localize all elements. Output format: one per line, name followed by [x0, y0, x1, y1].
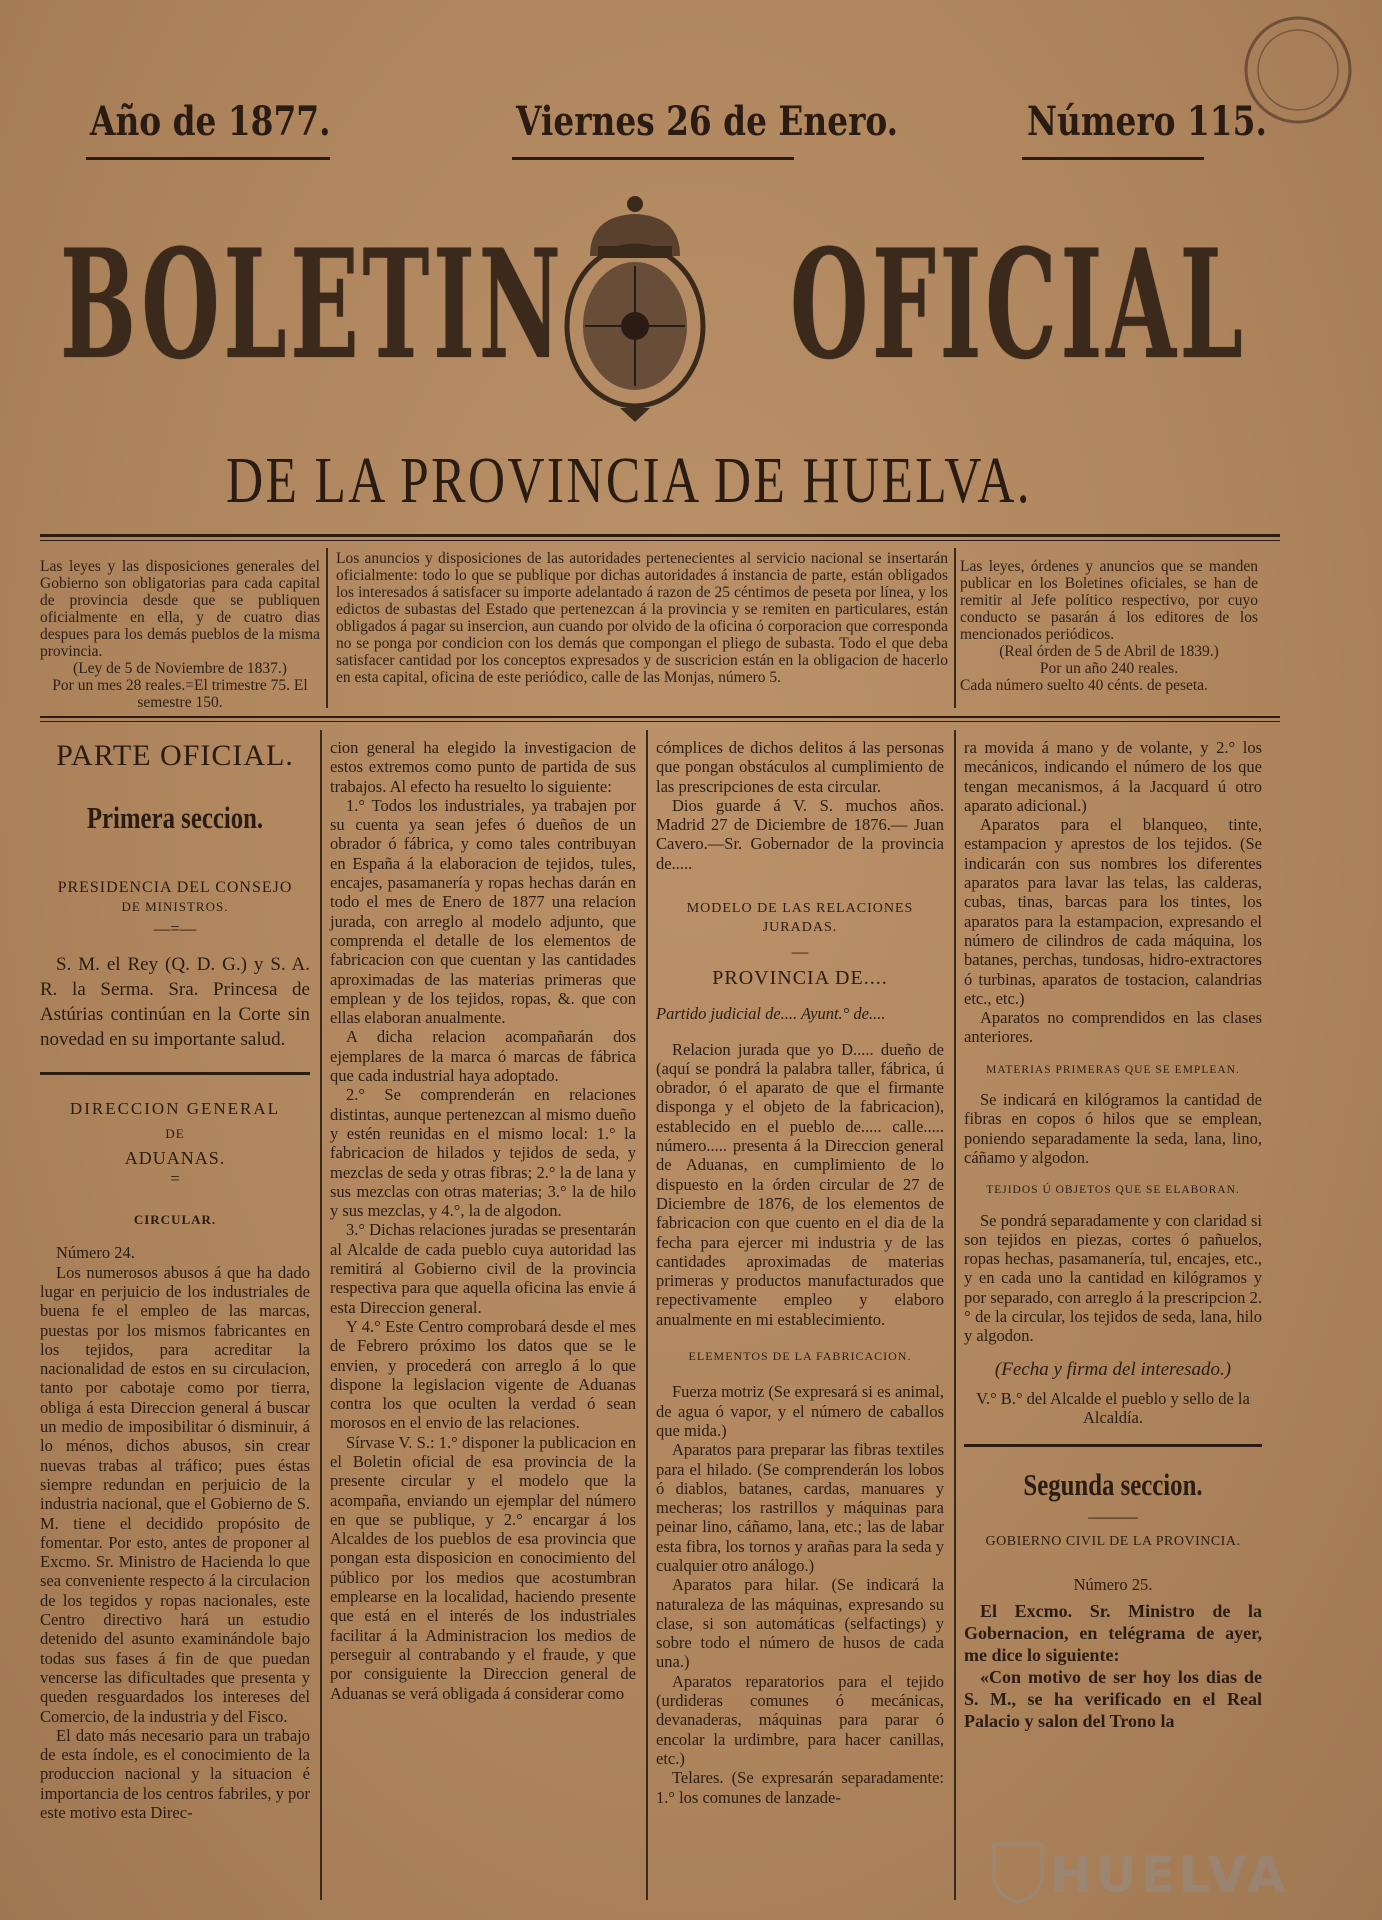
- notice-divider-2: [954, 548, 956, 708]
- col3-paragraph-6: Aparatos reparatorios para el tejido (urdideras comunes ó mecánicas, devanaderas, máquinas para parar ó encolar la urdimbre, para hacer canillas, etc.): [656, 1671, 944, 1768]
- notice-middle: Los anuncios y disposiciones de las autoridades pertenecientes al servicio nacional se insertarán oficialmente: todo lo que se publique por dichas autoridades á instancia de parte, están obligados los interesados á satisfacer su importe adelantado á razon de 25 céntimos de peseta por línea, y los edictos de subastas del Estado que pertenezcan á la provincia y se remiten en particulares, están obligados á pagar su insercion, aun cuando por olvido de la oficina ó corporacion que corresponda no se ponga por condicion con los demás que compongan el pliego de subasta. Todo el que deba satisfacer cantidad por los conceptos expresados y de suscricion están en la obligacion de hacerlo en esta capital, oficina de este periódico, calle de las Monjas, número 5.: [336, 550, 948, 686]
- notice-right-single: Cada número suelto 40 cénts. de peseta.: [960, 677, 1208, 694]
- notice-left-text: Las leyes y las disposiciones generales del Gobierno son obligatorias para cada capital de provincia desde que se publiquen oficialmente en ella, y de cuatro dias despues para los demás pueblos de la misma provincia.: [40, 558, 320, 660]
- col2-paragraph-1: 1.° Todos los industriales, ya trabajen por su cuenta ya sean jefes ó dueños de un obrador ó fábrica, y como tales contribuyan en España á la elaboracion de tejidos, tules, encajes, pasamanería y ropas hechas darán en todo el mes de Enero de 1877 una relacion jurada, con arreglo al modelo adjunto, que comprenda el detalle de los elementos de fabricacion con que cuentan y las cantidades aproximadas de las materias primeras que emplean y de los tejidos, ropas, &. que con ellas elaboran anualmente.: [330, 795, 636, 1028]
- col3-paragraph-5: Aparatos para hilar. (Se indicará la naturaleza de las máquinas, expresando su clase, si son automáticas (selfactings) y sobre todo el número de husos de cada una.): [656, 1575, 944, 1672]
- segunda-seccion-heading: Segunda seccion.: [1023, 1466, 1203, 1502]
- column-divider-1: [320, 730, 322, 1900]
- notice-right-price: Por un año 240 reales.: [1039, 660, 1179, 677]
- notices-bottom-rule: [40, 716, 1280, 718]
- notices-bottom-rule-thin: [40, 721, 1280, 722]
- notice-divider-1: [326, 548, 328, 708]
- col4-paragraph-1: Aparatos para el blanqueo, tinte, estampacion y aprestos de los tejidos. (Se indicarán con sus nombres los diferentes aparatos para lavar las telas, las calderas, cubas, tinas, barcas para los tintes, los aparatos para la estampacion, expresando el número de cilindros de cada máquina, los batanes, perchas, tundosas, hidro-extractores ó turbinas, aparatos de tostacion, calandrias etc., etc.): [964, 815, 1262, 1008]
- fecha-firma: (Fecha y firma del interesado.): [994, 1358, 1232, 1380]
- header-rule-mid: [512, 157, 794, 160]
- column-1: [40, 738, 310, 1822]
- issue-number: Número 115.: [1027, 98, 1267, 145]
- presidencia-subheading: DE MINISTROS.: [121, 899, 229, 915]
- col3-paragraph-4: Aparatos para preparar las fibras textiles para el hilado. (Se comprenderán los lobos ó diablos, batanes, cardas, manuares y mecheras; los rastrillos y máquinas para peinar lino, cáñamo, lana, etc.; las de labar esta fibra, los tornos y arañas para la seda y cualquier otro análogo.): [656, 1440, 944, 1575]
- ornament-3: —: [791, 941, 809, 961]
- numero-24: Número 24.: [56, 1243, 135, 1263]
- modelo-heading: MODELO DE LAS RELACIONES: [686, 901, 914, 917]
- parte-oficial-heading: PARTE OFICIAL.: [56, 739, 294, 772]
- col2-paragraph-6: Sírvase V. S.: 1.° disponer la publicacion en el Boletin oficial de esa provincia de la presente circular y el modelo que la acompaña, enviando un ejemplar del número en que se publique, y 2.° encargar á los Alcaldes de los pueblos de esa provincia que pongan esta disposicion en conocimiento del público por los medios que acostumbran emplearse en la localidad, haciendo presente que está en el interés de los industriales facilitar á la Administracion los medios de perseguir al contrabando y el fraude, y que por consiguiente la Direccion general de Aduanas se verá obligada á considerar como: [330, 1432, 636, 1703]
- col4-paragraph-3: Se indicará en kilógramos la cantidad de fibras en copos ó hilos que se emplean, poniendo separadamente la seda, lana, lino, cáñamo y algodon.: [964, 1090, 1262, 1167]
- column-2: [330, 738, 636, 1703]
- notice-left-law: (Ley de 5 de Noviembre de 1837.): [73, 660, 287, 677]
- col4-paragraph-4: Se pondrá separadamente y con claridad si son tejidos en piezas, cortes ó pañuelos, ropas hechas, pasamanería, tul, encajes, etc., y en cada uno la cantidad en kilógramos y por separado, con arreglo á la prescripcion 2.° de la circular, los tejidos de seda, lana, hilo y algodon.: [964, 1210, 1262, 1346]
- col2-paragraph-2: A dicha relacion acompañarán dos ejemplares de la marca ó marcas de fábrica que cada industrial haya adoptado.: [330, 1027, 636, 1086]
- year-label: Año de 1877.: [90, 98, 331, 145]
- col4-paragraph-6: «Con motivo de ser hoy los dias de S. M., se ha verificado en el Real Palacio y salon del Trono la: [964, 1667, 1262, 1732]
- rey-paragraph: S. M. el Rey (Q. D. G.) y S. A. R. la Serma. Sra. Princesa de Astúrias continúan en la Corte sin novedad en su importante salud.: [40, 953, 310, 1050]
- partido-line: Partido judicial de.... Ayunt.° de....: [656, 1004, 886, 1024]
- watermark-shield-icon: [990, 1840, 1046, 1904]
- col1-paragraph-2: El dato más necesario para un trabajo de esta índole, es el conocimiento de la produccion nacional y la situacion é importancia de los centros fabriles, y por este motivo esta Direc-: [40, 1725, 310, 1822]
- column-4: [964, 738, 1262, 1732]
- col3-paragraph-7: Telares. (Se expresarán separadamente: 1.° los comunes de lanzade-: [656, 1768, 944, 1807]
- elementos-heading: ELEMENTOS DE LA FABRICACION.: [688, 1349, 912, 1364]
- presidencia-heading: PRESIDENCIA DEL CONSEJO: [57, 879, 293, 896]
- juradas-heading: JURADAS.: [762, 920, 838, 936]
- numero-25: Número 25.: [1073, 1575, 1153, 1595]
- ornament-4: ———: [1088, 1506, 1138, 1526]
- notices-top-rule-thin: [40, 540, 1280, 541]
- watermark: HUELVA: [1050, 1846, 1290, 1904]
- notice-left: [40, 558, 320, 711]
- col3-paragraph-3: Fuerza motriz (Se expresará si es animal, de agua ó vapor, y el número de caballos que mida.): [656, 1382, 944, 1440]
- col4-paragraph-2: Aparatos no comprendidos en las clases anteriores.: [964, 1008, 1262, 1047]
- col3-paragraph-2: Relacion jurada que yo D..... dueño de (aquí se pondrá la palabra taller, fábrica, ú obrador, ó el aparato de que el firmante disponga y el objeto de la fabricacion), establecido en el pueblo de..... calle..... número..... presenta á la Direccion general de Aduanas, en cumplimiento de lo dispuesto en la órden circular de 27 de Diciembre de 1876, de los elementos de fabricacion con que cuento en el dia de la fecha para ejercer mi industria y de las cantidades aproximadas de materias primeras y productos manufacturados que repectivamente empleo y elaboro anualmente en mi establecimiento.: [656, 1039, 944, 1329]
- masthead-oficial: OFICIAL: [790, 217, 1247, 393]
- section-rule: [40, 1072, 310, 1075]
- col4-paragraph-0: ra movida á mano y de volante, y 2.° los mecánicos, indicando el número de los que tengan mecanismos, á la Jacquard ú otro aparato adicional.): [964, 738, 1262, 815]
- gobierno-civil-heading: GOBIERNO CIVIL DE LA PROVINCIA.: [985, 1533, 1241, 1549]
- provincia-heading: PROVINCIA DE....: [712, 966, 888, 989]
- coat-of-arms-icon: [550, 186, 720, 426]
- header-rule-left: [86, 157, 330, 160]
- masthead-boletin: BOLETIN: [60, 217, 565, 393]
- date-label: Viernes 26 de Enero.: [516, 98, 899, 145]
- notice-left-prices: Por un mes 28 reales.=El trimestre 75. El semestre 150.: [52, 677, 308, 711]
- col2-paragraph-4: 3.° Dichas relaciones juradas se presentarán al Alcalde de cada pueblo cuya autoridad las remitirá al Gobierno civil de la provincia respectiva para que aquella oficina las envie á esta Direccion general.: [330, 1220, 636, 1317]
- direccion-de: DE: [165, 1126, 185, 1142]
- tejidos-heading: TEJIDOS Ú OBJETOS QUE SE ELABORAN.: [986, 1184, 1240, 1197]
- column-divider-3: [954, 730, 956, 1900]
- visto-bueno: V.° B.° del Alcalde el pueblo y sello de la Alcaldía.: [976, 1388, 1250, 1428]
- masthead-subtitle: DE LA PROVINCIA DE HUELVA.: [226, 444, 1032, 517]
- library-stamp: [1238, 10, 1358, 130]
- ornament-2: =: [170, 1168, 180, 1188]
- ornament-1: —=—: [153, 918, 197, 938]
- notices-top-rule: [40, 534, 1280, 537]
- section-rule-2: [964, 1444, 1262, 1447]
- notice-right: [960, 558, 1258, 694]
- materias-heading: MATERIAS PRIMERAS QUE SE EMPLEAN.: [986, 1063, 1240, 1076]
- col3-paragraph-1: Dios guarde á V. S. muchos años. Madrid 27 de Diciembre de 1876.— Juan Cavero.—Sr. Gobernador de la provincia de.....: [656, 795, 944, 873]
- col2-paragraph-0: cion general ha elegido la investigacion de estos extremos como punto de partida de sus trabajos. Al efecto ha resuelto lo siguiente:: [330, 738, 636, 796]
- direccion-heading: DIRECCION GENERAL: [69, 1098, 281, 1118]
- header-rule-right: [1022, 157, 1204, 160]
- column-3: [656, 738, 944, 1807]
- column-divider-2: [646, 730, 648, 1900]
- col1-paragraph-1: Los numerosos abusos á que ha dado lugar en perjuicio de los industriales de buena fe el empleo de las marcas, puestas por los mismos fabricantes en los tejidos, para acreditar la nacionalidad de estos en su circulacion, tanto por cabotaje como por tierra, obliga á esta Direccion general á buscar un medio de imposibilitar ó disminuir, á lo ménos, dichos abusos, sin crear nuevas trabas al tráfico; pues éstas siempre redundan en perjuicio de la industria nacional, que el Gobierno de S. M. tiene el decidido propósito de fomentar. Por esto, antes de proponer al Excmo. Sr. Ministro de Hacienda lo que sea conveniente respecto á la circulacion de los tegidos y ropas nacionales, este Centro directivo hará un estudio detenido del asunto examinándole bajo todas sus fases á fin de que puedan vencerse las dificultades que presenta y queden resguardados los intereses del Comercio, de la industria y del Fisco.: [40, 1262, 310, 1726]
- circular-heading: CIRCULAR.: [133, 1212, 217, 1228]
- notice-right-text: Las leyes, órdenes y anuncios que se manden publicar en los Boletines oficiales, se han de remitir al Jefe político respectivo, por cuyo conducto se pasarán á los editores de los mencionados periódicos.: [960, 558, 1258, 643]
- primera-seccion-heading: Primera seccion.: [86, 800, 264, 835]
- notice-right-order: (Real órden de 5 de Abril de 1839.): [999, 643, 1219, 660]
- col3-paragraph-0: cómplices de dichos delitos á las personas que pongan obstáculos al cumplimiento de las prescripciones de esta circular.: [656, 738, 944, 796]
- col4-paragraph-5: El Excmo. Sr. Ministro de la Gobernacion, en telégrama de ayer, me dice lo siguiente:: [964, 1601, 1262, 1666]
- col2-paragraph-3: 2.° Se comprenderán en relaciones distintas, aunque pertenezcan al mismo dueño y estén reunidas en el mismo local: 1.° la fabricacion de hilados y tejidos de seda, y mezclas de seda y otras fibras; 2.° la de lana y sus mezclas con otras materias; 3.° la de hilo y sus mezclas, y 4.°, la de algodon.: [330, 1085, 636, 1221]
- aduanas-heading: ADUANAS.: [124, 1148, 226, 1169]
- col2-paragraph-5: Y 4.° Este Centro comprobará desde el mes de Febrero próximo los datos que se le envien, y procederá con arreglo á lo que dispone la legislacion vigente de Aduanas contra los que oculten la verdad ó sean morosos en el envio de las relaciones.: [330, 1316, 636, 1433]
